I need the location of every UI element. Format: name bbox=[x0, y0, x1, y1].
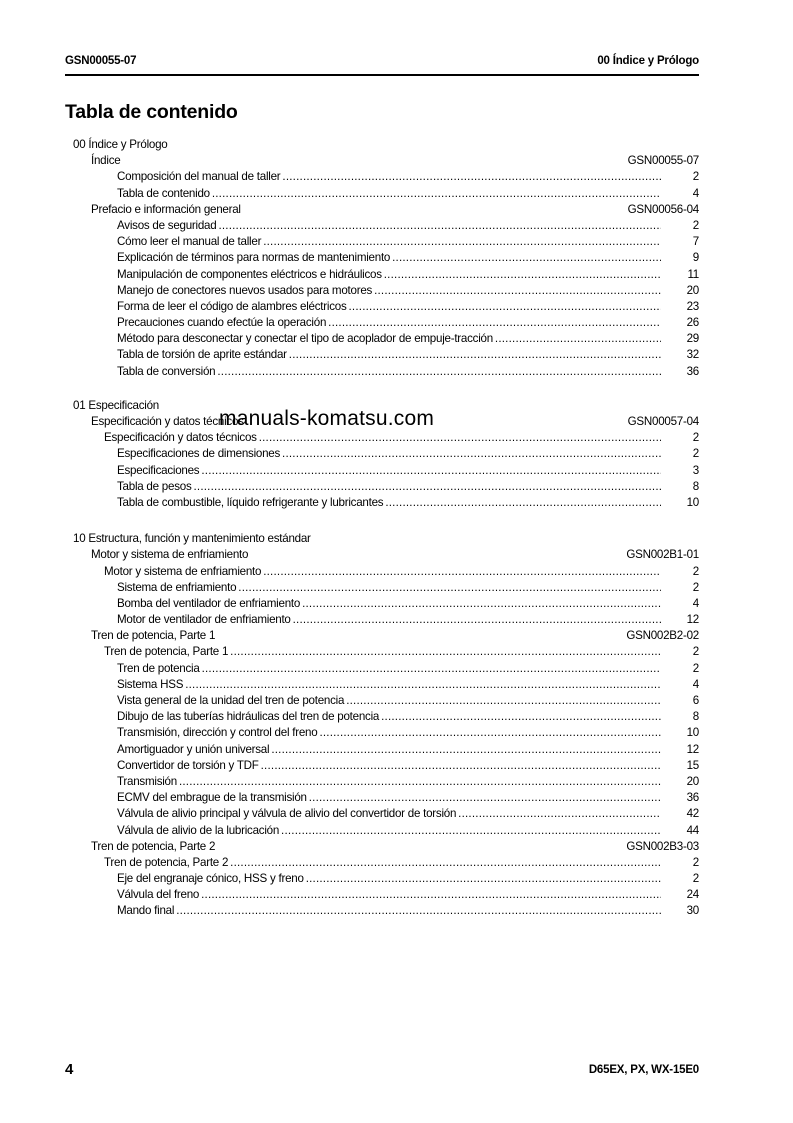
toc-document-row[interactable] bbox=[73, 628, 699, 644]
entry-title: Tren de potencia, Parte 2 bbox=[104, 855, 229, 869]
entry-title: Válvula de alivio principal y válvula de alivio del convertidor de torsión bbox=[117, 807, 457, 821]
toc-entry[interactable] bbox=[73, 677, 699, 693]
entry-page-number: 30 bbox=[686, 904, 699, 918]
toc-entry[interactable] bbox=[73, 742, 699, 758]
entry-title: Manejo de conectores nuevos usados para motores bbox=[117, 283, 373, 297]
entry-page-number: 15 bbox=[686, 758, 699, 772]
entry-page-number: 2 bbox=[692, 872, 699, 886]
entry-title: Dibujo de las tuberías hidráulicas del tren de potencia bbox=[117, 710, 380, 724]
entry-title: Motor y sistema de enfriamiento bbox=[104, 564, 262, 578]
dot-leader bbox=[201, 887, 661, 903]
entry-title: Manipulación de componentes eléctricos e hidráulicos bbox=[117, 267, 382, 281]
entry-page-number: 2 bbox=[692, 431, 699, 445]
toc-entry[interactable] bbox=[73, 903, 699, 919]
entry-page-number: 7 bbox=[692, 235, 699, 249]
document-title: Índice bbox=[91, 154, 121, 168]
entry-page-number: 8 bbox=[692, 710, 699, 724]
document-title: Prefacio e información general bbox=[91, 202, 241, 216]
entry-title: Tren de potencia, Parte 1 bbox=[104, 645, 229, 659]
entry-page-number: 2 bbox=[692, 170, 699, 184]
dot-leader bbox=[194, 479, 662, 495]
entry-title: Motor de ventilador de enfriamiento bbox=[117, 613, 291, 627]
dot-leader bbox=[230, 644, 661, 660]
dot-leader bbox=[319, 725, 661, 741]
entry-title: Explicación de términos para normas de mantenimiento bbox=[117, 251, 391, 265]
dot-leader bbox=[385, 495, 661, 511]
dot-leader bbox=[259, 430, 661, 446]
entry-title: Mando final bbox=[117, 904, 175, 918]
toc-document-row[interactable] bbox=[73, 547, 699, 563]
toc-entry[interactable] bbox=[73, 234, 699, 250]
toc-entry[interactable] bbox=[73, 806, 699, 822]
entry-page-number: 10 bbox=[686, 726, 699, 740]
toc-entry[interactable] bbox=[73, 364, 699, 380]
header-doc-code: GSN00055-07 bbox=[65, 55, 137, 67]
entry-title: Tabla de pesos bbox=[117, 479, 192, 493]
toc-entry[interactable] bbox=[73, 169, 699, 185]
entry-title: Cómo leer el manual de taller bbox=[117, 235, 262, 249]
toc-entry[interactable] bbox=[73, 299, 699, 315]
toc-entry[interactable] bbox=[73, 430, 699, 446]
dot-leader bbox=[309, 790, 661, 806]
toc-document-row[interactable] bbox=[73, 839, 699, 855]
entry-title: Convertidor de torsión y TDF bbox=[117, 758, 259, 772]
dot-leader bbox=[179, 774, 661, 790]
section-spacer bbox=[73, 380, 699, 398]
toc-entry[interactable] bbox=[73, 186, 699, 202]
watermark: manuals-komatsu.com bbox=[219, 407, 435, 430]
entry-title: Método para desconectar y conectar el tipo de acoplador de empuje-tracción bbox=[117, 332, 493, 346]
entry-title: Avisos de seguridad bbox=[117, 218, 217, 232]
entry-page-number: 2 bbox=[692, 218, 699, 232]
entry-page-number: 2 bbox=[692, 645, 699, 659]
entry-title: Sistema HSS bbox=[117, 677, 184, 691]
section-label: 01 Especificación bbox=[73, 398, 159, 412]
entry-page-number: 36 bbox=[686, 791, 699, 805]
dot-leader bbox=[302, 596, 661, 612]
entry-title: Tren de potencia bbox=[117, 661, 200, 675]
document-code: GSN002B1-01 bbox=[626, 548, 699, 562]
toc-entry[interactable] bbox=[73, 446, 699, 462]
dot-leader bbox=[346, 693, 661, 709]
entry-title: Bomba del ventilador de enfriamiento bbox=[117, 596, 301, 610]
document-title: Motor y sistema de enfriamiento bbox=[91, 548, 249, 562]
section-label: 00 Índice y Prólogo bbox=[73, 138, 168, 151]
toc-entry[interactable] bbox=[73, 250, 699, 266]
entry-page-number: 2 bbox=[692, 661, 699, 675]
footer-page-number: 4 bbox=[65, 1061, 74, 1078]
dot-leader bbox=[230, 855, 661, 871]
entry-title: Amortiguador y unión universal bbox=[117, 742, 270, 756]
toc-entry[interactable] bbox=[73, 463, 699, 479]
section-label: 10 Estructura, función y mantenimiento estándar bbox=[73, 532, 311, 546]
document-title: Especificación y datos técnicos bbox=[91, 415, 244, 428]
toc-entry[interactable] bbox=[73, 774, 699, 790]
entry-title: Especificaciones bbox=[117, 463, 200, 477]
entry-page-number: 44 bbox=[686, 823, 699, 837]
dot-leader bbox=[289, 347, 661, 363]
toc-entry[interactable] bbox=[73, 580, 699, 596]
dot-leader bbox=[458, 806, 661, 822]
dot-leader bbox=[263, 564, 661, 580]
toc-entry[interactable] bbox=[73, 283, 699, 299]
entry-page-number: 42 bbox=[686, 807, 699, 821]
toc-document-row[interactable] bbox=[73, 153, 699, 169]
dot-leader bbox=[238, 580, 661, 596]
entry-title: Especificación y datos técnicos bbox=[104, 431, 257, 445]
toc-section-heading bbox=[73, 531, 699, 547]
toc-entry[interactable] bbox=[73, 218, 699, 234]
toc-entry[interactable] bbox=[73, 790, 699, 806]
entry-page-number: 20 bbox=[686, 774, 699, 788]
toc-entry[interactable] bbox=[73, 661, 699, 677]
document-title: Tren de potencia, Parte 2 bbox=[91, 839, 216, 853]
toc-document-row[interactable] bbox=[73, 202, 699, 218]
dot-leader bbox=[212, 186, 661, 202]
dot-leader bbox=[261, 758, 661, 774]
dot-leader bbox=[306, 871, 661, 887]
entry-page-number: 20 bbox=[686, 283, 699, 297]
entry-title: Composición del manual de taller bbox=[117, 170, 281, 184]
dot-leader bbox=[328, 315, 661, 331]
entry-page-number: 10 bbox=[686, 495, 699, 509]
footer-model: D65EX, PX, WX-15E0 bbox=[588, 1064, 699, 1076]
entry-page-number: 23 bbox=[686, 299, 699, 313]
dot-leader bbox=[349, 299, 661, 315]
toc-entry[interactable] bbox=[73, 855, 699, 871]
entry-page-number: 24 bbox=[686, 888, 699, 902]
entry-page-number: 3 bbox=[692, 463, 699, 477]
toc-entry[interactable] bbox=[73, 596, 699, 612]
header-divider bbox=[65, 74, 699, 76]
dot-leader bbox=[263, 234, 661, 250]
toc-section-heading bbox=[73, 137, 699, 153]
document-code: GSN002B3-03 bbox=[626, 839, 699, 853]
toc-entry[interactable] bbox=[73, 331, 699, 347]
document-title: Tren de potencia, Parte 1 bbox=[91, 629, 216, 643]
toc-entry[interactable] bbox=[73, 267, 699, 283]
entry-title: ECMV del embrague de la transmisión bbox=[117, 791, 307, 805]
table-of-contents bbox=[73, 137, 699, 920]
entry-title: Tabla de combustible, líquido refrigerante y lubricantes bbox=[117, 495, 384, 509]
toc-entry[interactable] bbox=[73, 709, 699, 725]
toc-entry[interactable] bbox=[73, 347, 699, 363]
entry-page-number: 32 bbox=[686, 348, 699, 362]
document-code: GSN00055-07 bbox=[627, 154, 699, 168]
toc-entry[interactable] bbox=[73, 564, 699, 580]
entry-page-number: 4 bbox=[692, 677, 699, 691]
dot-leader bbox=[384, 267, 661, 283]
toc-entry[interactable] bbox=[73, 758, 699, 774]
header-section-title: 00 Índice y Prólogo bbox=[597, 55, 699, 67]
entry-title: Vista general de la unidad del tren de potencia bbox=[117, 694, 345, 707]
entry-page-number: 29 bbox=[686, 332, 699, 346]
entry-title: Sistema de enfriamiento bbox=[117, 580, 237, 594]
entry-page-number: 26 bbox=[686, 316, 699, 330]
entry-title: Tabla de conversión bbox=[117, 364, 216, 378]
dot-leader bbox=[217, 364, 661, 380]
dot-leader bbox=[218, 218, 661, 234]
entry-title: Transmisión, dirección y control del freno bbox=[117, 726, 318, 740]
toc-entry[interactable] bbox=[73, 887, 699, 903]
toc-entry[interactable] bbox=[73, 871, 699, 887]
toc-entry[interactable] bbox=[73, 479, 699, 495]
toc-entry[interactable] bbox=[73, 495, 699, 511]
dot-leader bbox=[202, 661, 661, 677]
dot-leader bbox=[271, 742, 661, 758]
dot-leader bbox=[381, 709, 661, 725]
entry-title: Tabla de torsión de aprite estándar bbox=[117, 348, 287, 362]
section-spacer bbox=[73, 511, 699, 531]
entry-title: Válvula de alivio de la lubricación bbox=[117, 823, 280, 837]
dot-leader bbox=[201, 463, 661, 479]
dot-leader bbox=[293, 612, 661, 628]
entry-page-number: 4 bbox=[692, 596, 699, 610]
toc-entry[interactable] bbox=[73, 823, 699, 839]
entry-title: Precauciones cuando efectúe la operación bbox=[117, 316, 327, 330]
entry-title: Forma de leer el código de alambres eléctricos bbox=[117, 299, 347, 313]
toc-entry[interactable] bbox=[73, 644, 699, 660]
toc-entry[interactable] bbox=[73, 725, 699, 741]
toc-entry[interactable] bbox=[73, 693, 699, 709]
entry-title: Eje del engranaje cónico, HSS y freno bbox=[117, 872, 304, 886]
entry-page-number: 8 bbox=[692, 479, 699, 493]
document-code: GSN00057-04 bbox=[627, 415, 699, 428]
entry-page-number: 9 bbox=[692, 251, 699, 265]
entry-page-number: 12 bbox=[686, 613, 699, 627]
document-code: GSN002B2-02 bbox=[626, 629, 699, 643]
toc-entry[interactable] bbox=[73, 612, 699, 628]
entry-page-number: 2 bbox=[692, 580, 699, 594]
dot-leader bbox=[282, 446, 661, 462]
entry-page-number: 12 bbox=[686, 742, 699, 756]
dot-leader bbox=[282, 169, 661, 185]
document-code: GSN00056-04 bbox=[627, 202, 699, 216]
page-title: Tabla de contenido bbox=[65, 101, 238, 123]
entry-title: Especificaciones de dimensiones bbox=[117, 447, 281, 461]
dot-leader bbox=[176, 903, 661, 919]
entry-page-number: 11 bbox=[687, 267, 699, 281]
toc-entry[interactable] bbox=[73, 315, 699, 331]
entry-page-number: 2 bbox=[692, 855, 699, 869]
entry-title: Transmisión bbox=[117, 774, 177, 788]
entry-page-number: 36 bbox=[686, 364, 699, 378]
dot-leader bbox=[374, 283, 661, 299]
entry-title: Válvula del freno bbox=[117, 888, 200, 902]
dot-leader bbox=[495, 331, 661, 347]
dot-leader bbox=[281, 823, 661, 839]
entry-page-number: 6 bbox=[692, 694, 699, 707]
dot-leader bbox=[392, 250, 661, 266]
entry-page-number: 2 bbox=[692, 564, 699, 578]
dot-leader bbox=[185, 677, 661, 693]
entry-page-number: 2 bbox=[692, 447, 699, 461]
entry-page-number: 4 bbox=[692, 186, 699, 200]
entry-title: Tabla de contenido bbox=[117, 186, 210, 200]
